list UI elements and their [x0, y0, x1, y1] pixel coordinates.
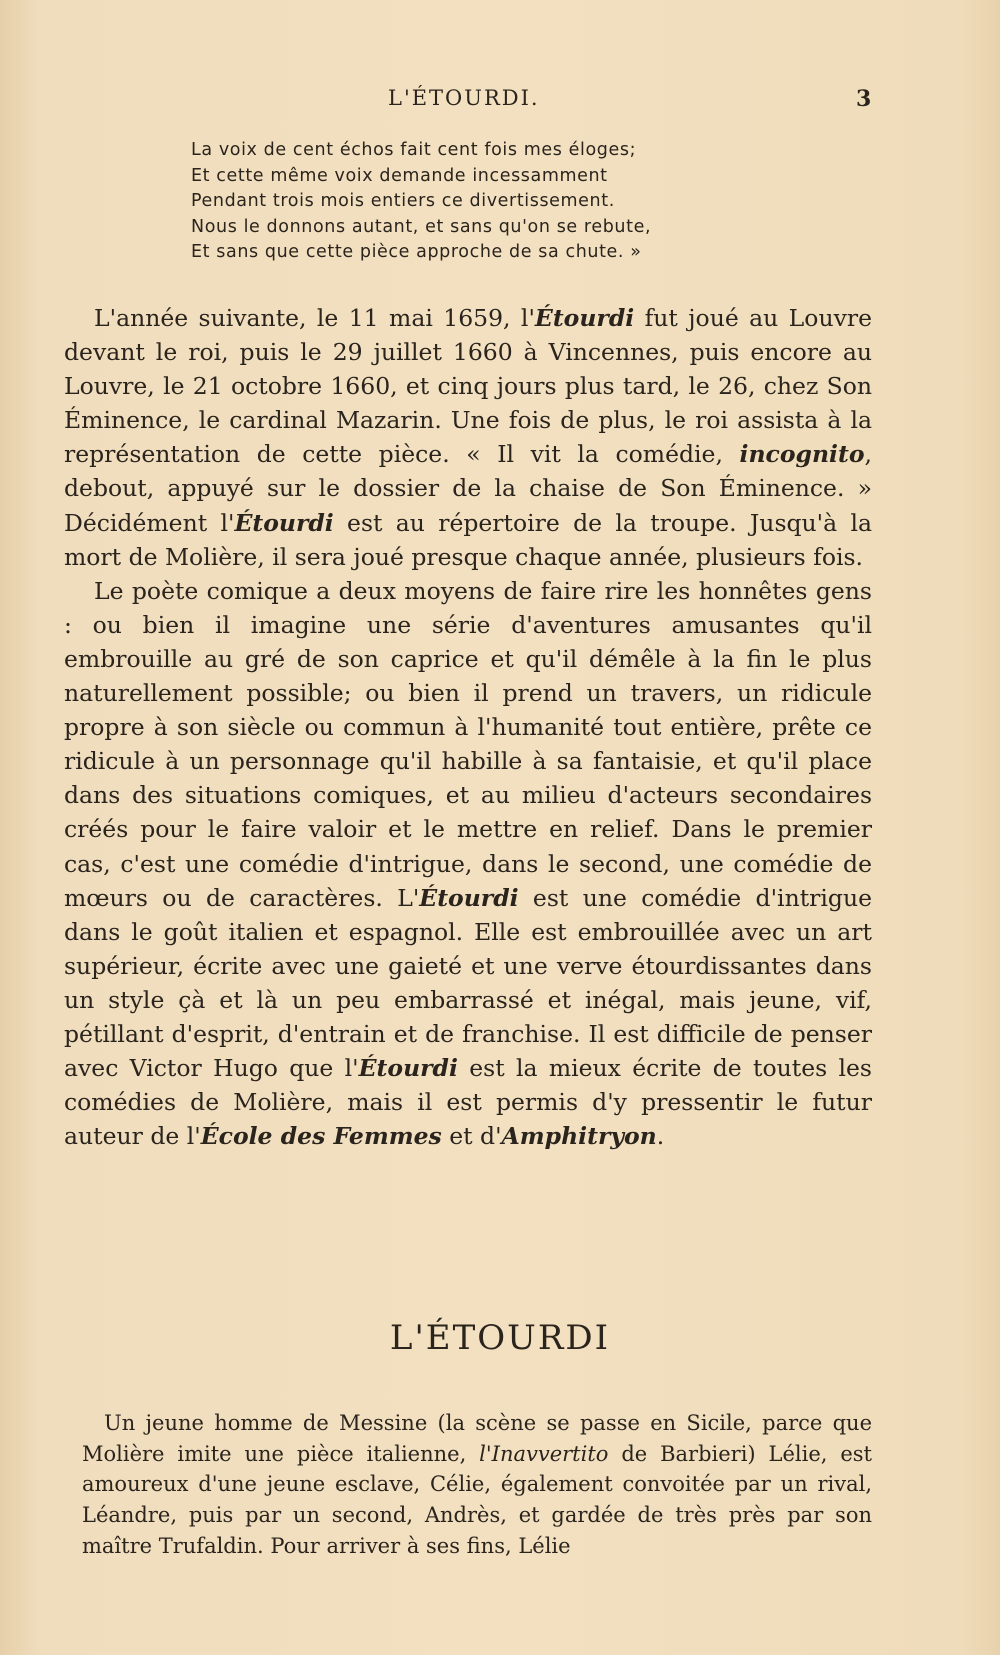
summary-text [82, 1408, 872, 1562]
italic-title: Étourdi [534, 304, 635, 332]
text-run: est une comédie d'intrigue dans le goût italien et espagnol. Elle est embrouillée avec un art supérieur, écrite avec une gaieté et une verve étourdissantes dans un style çà et là un peu embarrassé et inégal, mais jeune, vif, pétillant d'esprit, d'entrain et de franchise. Il est difficile de penser avec Victor Hugo que l' [64, 883, 872, 1083]
verse-line: La voix de cent échos fait cent fois mes éloges; [191, 140, 637, 160]
text-run: Le poète comique a deux moyens de faire rire les honnêtes gens : ou bien il imagine une série d'aventures amusantes qu'il embrouille au gré de son caprice et qu'il démêle à la fin le plus naturellement possible; ou bien il prend un travers, un ridicule propre à son siècle ou commun à l'humanité tout entière, prête ce ridicule à un personnage qu'il habille à sa fantaisie, et qu'il place dans des situations comiques, et au milieu d'acteurs secondaires créés pour le faire valoir et le mettre en relief. Dans le premier cas, c'est une comédie d'intrigue, dans le second, une comédie de mœurs ou de caractères. L' [64, 576, 872, 912]
verse-line: Et sans que cette pièce approche de sa chute. » [191, 242, 642, 263]
paragraph [64, 574, 872, 1154]
text-run: L'année suivante, le 11 mai 1659, l' [94, 304, 535, 332]
italic-title: l'Inavvertito [479, 1441, 609, 1466]
text-run: et d' [441, 1122, 502, 1151]
italic-title: Étourdi [358, 1054, 458, 1083]
running-head: L'ÉTOURDI. [388, 86, 540, 110]
paragraph [64, 301, 872, 574]
italic-title: Amphitryon [501, 1122, 657, 1151]
text-run: de Barbieri) Lélie, est amoureux d'une jeune esclave, Célie, également convoitée par un rival, Léandre, puis par un second, Andrès, et gardée de très près par son maître Trufaldin. Pour arriver à ses fins, Lélie [82, 1441, 872, 1558]
text-run: , debout, appuyé sur le dossier de la chaise de Son Éminence. » Décidément l' [64, 440, 872, 537]
text-run: fut joué au Louvre devant le roi, puis le 29 juillet 1660 à Vincennes, puis encore au Louvre, le 21 octobre 1660, et cinq jours plus tard, le 26, chez Son Éminence, le cardinal Mazarin. Une fois de plus, le roi assista à la représentation de cette pièce. « Il vit la comédie, [64, 304, 872, 469]
verse-line: Pendant trois mois entiers ce divertissement. [191, 191, 615, 212]
italic-title: École des Femmes [200, 1122, 442, 1151]
text-run: . [656, 1122, 665, 1151]
verse-line: Et cette même voix demande incessamment [191, 165, 608, 186]
verse-quote [191, 138, 751, 266]
text-run: est la mieux écrite de toutes les comédies de Molière, mais il est permis d'y pressentir le futur auteur de l' [64, 1054, 872, 1151]
italic-title: Étourdi [234, 508, 334, 537]
paragraph [82, 1408, 872, 1562]
verse-line: Nous le donnons autant, et sans qu'on se rebute, [191, 216, 652, 237]
italic-title: Étourdi [419, 883, 519, 912]
italic-term: incognito [739, 440, 865, 469]
body-text [64, 301, 872, 1153]
text-run: est au répertoire de la troupe. Jusqu'à la mort de Molière, il sera joué presque chaque année, plusieurs fois. [64, 508, 872, 571]
page-header [0, 86, 1000, 116]
section-title: L'ÉTOURDI [389, 1318, 611, 1358]
page-number: 3 [856, 86, 872, 112]
text-run: Un jeune homme de Messine (la scène se passe en Sicile, parce que Molière imite une pièce italienne, [82, 1411, 872, 1466]
